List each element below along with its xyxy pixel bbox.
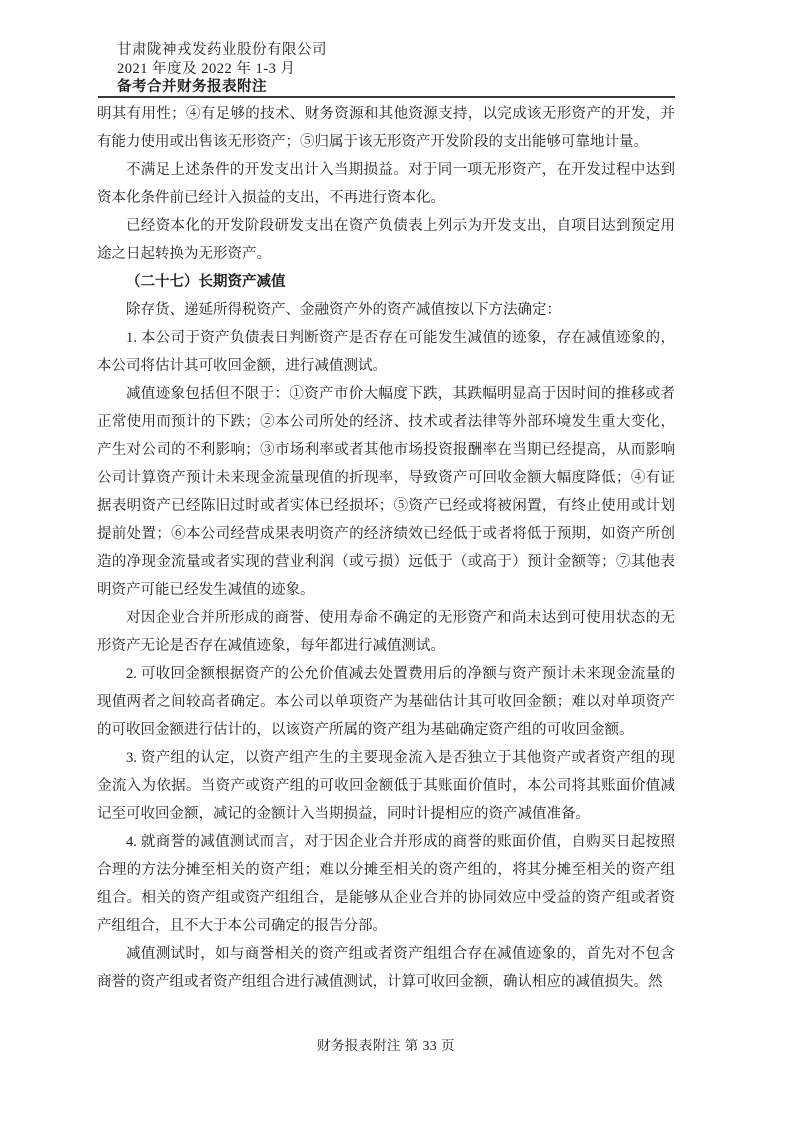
body-paragraph: 1. 本公司于资产负债表日判断资产是否存在可能发生减值的迹象，存在减值迹象的，本公司将估计其可收回金额，进行减值测试。 — [97, 330, 675, 374]
company-name: 甘肃陇神戎发药业股份有限公司 — [117, 42, 327, 58]
header-rule — [98, 96, 675, 98]
document-body — [97, 100, 675, 996]
body-paragraph: 减值测试时，如与商誉相关的资产组或者资产组组合存在减值迹象的，首先对不包含商誉的资产组或者资产组组合进行减值测试，计算可收回金额，确认相应的减值损失。然 — [97, 946, 675, 990]
body-paragraph: 3. 资产组的认定，以资产组产生的主要现金流入是否独立于其他资产或者资产组的现金流入为依据。当资产或资产组的可收回金额低于其账面价值时，本公司将其账面价值减记至可收回金额，减记的金额计入当期损益，同时计提相应的资产减值准备。 — [97, 750, 675, 822]
report-period: 2021 年度及 2022 年 1-3 月 — [117, 60, 296, 77]
body-paragraph: 不满足上述条件的开发支出计入当期损益。对于同一项无形资产，在开发过程中达到资本化条件前已经计入损益的支出，不再进行资本化。 — [97, 162, 675, 206]
page-header — [117, 41, 677, 97]
section-heading: （二十七）长期资产减值 — [126, 274, 286, 290]
body-paragraph: 对因企业合并所形成的商誉、使用寿命不确定的无形资产和尚未达到可使用状态的无形资产无论是否存在减值迹象，每年都进行减值测试。 — [97, 610, 675, 654]
body-paragraph: 4. 就商誉的减值测试而言，对于因企业合并形成的商誉的账面价值，自购买日起按照合理的方法分摊至相关的资产组；难以分摊至相关的资产组的，将其分摊至相关的资产组组合。相关的资产组或资产组组合，是能够从企业合并的协同效应中受益的资产组或者资产组组合，且不大于本公司确定的报告分部。 — [97, 834, 675, 934]
body-paragraph: 明其有用性；④有足够的技术、财务资源和其他资源支持，以完成该无形资产的开发，并有能力使用或出售该无形资产；⑤归属于该无形资产开发阶段的支出能够可靠地计量。 — [97, 106, 675, 150]
page-footer: 财务报表附注 第 33 页 — [316, 1038, 456, 1053]
body-paragraph: 减值迹象包括但不限于：①资产市价大幅度下跌，其跌幅明显高于因时间的推移或者正常使用而预计的下跌；②本公司所处的经济、技术或者法律等外部环境发生重大变化，产生对公司的不利影响；③市场利率或者其他市场投资报酬率在当期已经提高，从而影响公司计算资产预计未来现金流量现值的折现率，导致资产可回收金额大幅度降低；④有证据表明资产已经陈旧过时或者实体已经损坏；⑤资产已经或将被闲置，有终止使用或计划提前处置；⑥本公司经营成果表明资产的经济绩效已经低于或者将低于预期，如资产所创造的净现金流量或者实现的营业利润（或亏损）远低于（或高于）预计金额等；⑦其他表明资产可能已经发生减值的迹象。 — [97, 386, 675, 598]
body-paragraph: 已经资本化的开发阶段研发支出在资产负债表上列示为开发支出，自项目达到预定用途之日起转换为无形资产。 — [97, 218, 675, 262]
document-title: 备考合并财务报表附注 — [117, 79, 267, 95]
body-paragraph: 除存货、递延所得税资产、金融资产外的资产减值按以下方法确定： — [126, 302, 561, 318]
body-paragraph: 2. 可收回金额根据资产的公允价值减去处置费用后的净额与资产预计未来现金流量的现值两者之间较高者确定。本公司以单项资产为基础估计其可收回金额；难以对单项资产的可收回金额进行估计的，以该资产所属的资产组为基础确定资产组的可收回金额。 — [97, 666, 675, 738]
